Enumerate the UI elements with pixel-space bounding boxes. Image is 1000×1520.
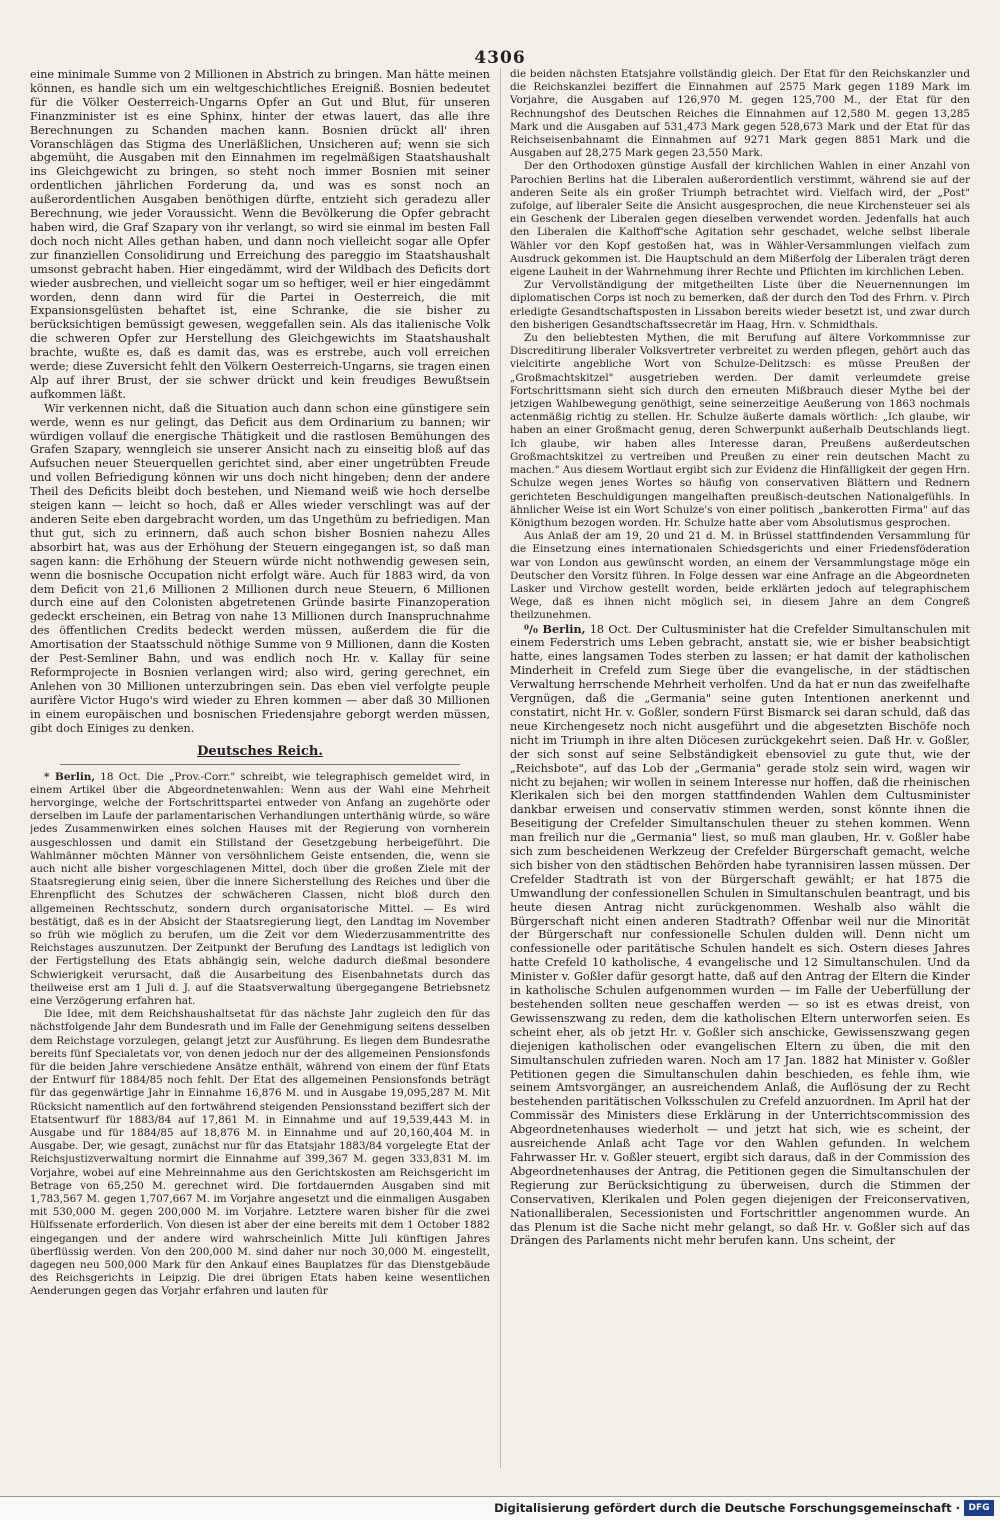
article-paragraph: Zu den beliebtesten Mythen, die mit Berufung auf ältere Vorkommnisse zur Discreditirung liberaler Volksvertreter verbreitet zu werden pflegen, gehört auch das vielcitirte angebliche Wort von Schulze-Delitzsch: es müsse Preußen der „Großmachtskitzel" ausgetrieben werden. Der damit verleumdete greise Fortschrittsmann sieht sich durch den erneuten Mißbrauch dieser Mythe bei der jetzigen Wahlbewegung genöthigt, seine seinerzeitige Aeußerung von 1863 nochmals actenmäßig richtig zu stellen. Hr. Schulze äußerte damals wörtlich: „Ich glaube, wir haben an einer Großmacht genug, deren Schwerpunkt außerhalb Deutschlands liegt. Ich glaube, wir haben alles Interesse daran, Preußens außerdeutschen Großmachtskitzel zu vertreiben und Preußen zu einer rein deutschen Macht zu machen." Aus diesem Wortlaut ergibt sich zur Evidenz die Hinfälligkeit der gegen Hrn. Schulze wegen jenes Wortes so häufig von conservativen Blättern und Rednern gerichteten Beschuldigungen mangelhaften preußisch-deutschen Nationalgefühls. In ähnlicher Weise ist ein Wort Schulze's von einer politisch „bankerotten Firma" auf das Königthum bezogen worden. Hr. Schulze hatte aber vom Absolutismus gesprochen.: [510, 332, 970, 529]
article-columns: [30, 68, 970, 1473]
page-number: 4306: [474, 48, 526, 68]
article-paragraph: Wir verkennen nicht, daß die Situation auch dann schon eine günstigere sein werde, wenn es nur gelingt, das Deficit aus dem Ordinarium zu bannen; wir würdigen vollauf die energische Thätigkeit und die rastlosen Bemühungen des Grafen Szapary, wenngleich sie unserer Ansicht nach zu einseitig bloß auf das Aufsuchen neuer Steuerquellen gerichtet sind, aber einer ungetrübten Freude und vollen Befriedigung können wir uns doch nicht hingeben; denn der andere Theil des Deficits bleibt doch bestehen, und Niemand weiß wie hoch derselbe steigen kann — leicht so hoch, daß er Alles wieder verschlingt was auf der anderen Seite eben dargebracht worden, um das Ungethüm zu befriedigen. Man thut gut, sich zu erinnern, daß auch schon bisher Bosnien nahezu Alles absorbirt hat, was aus der Erhöhung der Steuern eingegangen ist, so daß man sagen kann: die Erhöhung der Steuern würde nicht nothwendig gewesen sein, wenn die bosnische Occupation nicht erfolgt wäre. Auch für 1883 wird, da von dem Deficit von 21,6 Millionen 2 Millionen durch neue Steuern, 6 Millionen durch eine auf den Colonisten abgetretenen Gründe basirte Finanzoperation gedeckt erscheinen, ein Betrag von nahe 13 Millionen durch Inanspruchnahme des öffentlichen Credits bedeckt werden müssen, außerdem die für die Amortisation der Staatsschuld nöthige Summe von 9 Millionen, dann die Kosten der Pest-Semliner Bahn, und was endlich noch Hr. v. Kallay für seine Reformprojecte in Bosnien verlangen wird; also wird, gering gerechnet, ein Anlehen von 30 Millionen unterzubringen sein. Das eben viel verfolgte peuple aurifère Victor Hugo's wird wieder zu Ehren kommen — aber daß 30 Millionen in einem europäischen und bosnischen Friedensjahre geborgt werden müssen, gibt doch Einiges zu denken.: [30, 401, 490, 735]
article-paragraph: Die Idee, mit dem Reichshaushaltsetat für das nächste Jahr zugleich den für das nächstfolgende Jahr dem Bundesrath und im Falle der Genehmigung seitens desselben dem Reichstage vorzulegen, gelangt jetzt zur Ausführung. Es liegen dem Bundesrathe bereits fünf Specialetats vor, von denen jedoch nur der des allgemeinen Pensionsfonds für die beiden Jahre verschiedene Ansätze enthält, während von einem der fünf Etats der Entwurf für 1884/85 noch fehlt. Der Etat des allgemeinen Pensionsfonds beträgt für das gegenwärtige Jahr in Einnahme 16,876 M. und in Ausgabe 19,095,287 M. Mit Rücksicht namentlich auf den fortwährend steigenden Pensionsstand beziffert sich der Etatsentwurf für 1883/84 auf 17,861 M. in Einnahme und auf 19,539,443 M. in Ausgabe und für 1884/85 auf 18,876 M. in Einnahme und auf 20,160,404 M. in Ausgabe. Der, wie gesagt, zunächst nur für das Etatsjahr 1883/84 vorgelegte Etat der Reichsjustizverwaltung normirt die Einnahme auf 399,367 M. gegen 333,831 M. im Vorjahre, wobei auf eine Mehreinnahme aus den Gerichtskosten am Reichsgericht im Betrage von 65,250 M. gerechnet wird. Die fortdauernden Ausgaben sind mit 1,783,567 M. gegen 1,707,667 M. im Vorjahre angesetzt und die einmaligen Ausgaben mit 530,000 M. gegen 200,000 M. im Vorjahre. Letztere waren bisher für die zwei Hülfssenate erforderlich. Von diesen ist aber der eine bereits mit dem 1 October 1882 eingegangen und der andere wird wahrscheinlich Mitte Juli künftigen Jahres überflüssig werden. Von den 200,000 M. sind daher nur noch 30,000 M. eingestellt, dagegen neu 500,000 Mark für den Ankauf eines Bauplatzes für das Dienstgebäude des Reichsgerichts in Leipzig. Die drei übrigen Etats haben keine wesentlichen Aenderungen gegen das Vorjahr erfahren und lauten für: [30, 1008, 490, 1298]
section-divider: [60, 764, 460, 765]
article-paragraph: Aus Anlaß der am 19, 20 und 21 d. M. in Brüssel stattfindenden Versammlung für die Einsetzung eines internationalen Schiedsgerichts und einer Friedensföderation war von London aus gewünscht worden, an einem der Versammlungstage möge ein Deutscher den Vorsitz führen. In Folge dessen war eine Anfrage an die Abgeordneten Lasker und Virchow gestellt worden, beide erklärten jedoch auf telegraphischem Wege, daß es ihnen nicht möglich sei, in diesem Jahre an dem Congreß theilzunehmen.: [510, 530, 970, 622]
dateline: * Berlin,: [44, 770, 95, 783]
article-paragraph: Der den Orthodoxen günstige Ausfall der kirchlichen Wahlen in einer Anzahl von Parochien Berlins hat die Liberalen außerordentlich verstimmt, während sie auf der anderen Seite als ein großer Triumph betrachtet wird. Vielfach wird, der „Post" zufolge, auf liberaler Seite die Ansicht ausgesprochen, die neue Kirchensteuer sei als ein Geschenk der Liberalen gegen dieselben verwendet worden. Jedenfalls hat auch den Liberalen die Kalthoff'sche Agitation sehr geschadet, welche selbst liberale Wähler vor den Kopf gestoßen hat, was in Wähler-Versammlungen vielfach zum Ausdruck gekommen ist. Die Hauptschuld an dem Mißerfolg der Liberalen trägt deren eigene Lauheit in der Wahrnehmung ihrer Rechte und Pflichten im kirchlichen Leben.: [510, 160, 970, 279]
dateline: ⁰/₀ Berlin,: [524, 621, 586, 636]
article-paragraph: ⁰/₀ Berlin, 18 Oct. Der Cultusminister hat die Crefelder Simultanschulen mit einem Federstrich ums Leben gebracht, anstatt sie, wie er bisher beabsichtigt hatte, eines langsamen Todes sterben zu lassen; er hat damit der katholischen Minderheit in Crefeld zum Siege über die evangelische, in der städtischen Verwaltung herrschende Mehrheit verholfen. Und da hat er nun das zweifelhafte Vergnügen, daß die „Germania" seine guten Intentionen anerkennt und constatirt, nicht Hr. v. Goßler, sondern Fürst Bismarck sei daran schuld, daß das neue Kirchengesetz noch nicht ausgeführt und die abgesetzten Bischöfe noch nicht im Triumph in ihre alten Diöcesen zurückgekehrt seien. Daß Hr. v. Goßler, der sich sonst auf seine Selbständigkeit ebensoviel zu gute thut, wie der „Reichsbote", auf das Lob der „Germania" gerade stolz sein wird, wagen wir nicht zu bejahen; wir wollen in seinem Interesse nur hoffen, daß die rheinischen Klerikalen sich bei den morgen stattfindenden Wahlen dem Cultusminister dankbar erweisen und conservativ stimmen werden, sonst könnte ihnen die Beseitigung der Crefelder Simultanschulen theuer zu stehen kommen. Wenn man freilich nur die „Germania" liest, so muß man glauben, Hr. v. Goßler habe sich zum bescheidenen Werkzeug der Crefelder Bürgerschaft gemacht, welche sich bisher von den städtischen Behörden habe tyrannisiren lassen müssen. Der Crefelder Stadtrath ist von der Bürgerschaft gewählt; er hat 1875 die Umwandlung der confessionellen Schulen in Simultanschulen beantragt, und bis heute diesen Antrag nicht zurückgenommen. Weshalb also wählt die Bürgerschaft nicht einen anderen Stadtrath? Offenbar weil nur die Minorität der Bürgerschaft nur confessionelle Schulen dulden will. Denn nicht um confessionelle oder paritätische Schulen handelt es sich. Ostern dieses Jahres hatte Crefeld 10 katholische, 4 evangelische und 12 Simultanschulen. Und da Minister v. Goßler dafür gesorgt hatte, daß auf den Antrag der Eltern die Kinder in katholische Schulen aufgenommen wurden — im Falle der Ueberfüllung der bestehenden sollten neue geschaffen werden — so ist es etwas dreist, von Gewissenszwang zu reden, dem die katholischen Eltern unterworfen seien. Es scheint eher, als ob jetzt Hr. v. Goßler sich anschicke, Gewissenszwang gegen diejenigen katholischen oder evangelischen Eltern zu üben, die mit den Simultanschulen zufrieden waren. Noch am 17 Jan. 1882 hat Minister v. Goßler Petitionen gegen die Simultanschulen dahin beschieden, es fehle ihm, wie seinem Amtsvorgänger, an ausreichendem Anlaß, die Auflösung der zu Recht bestehenden paritätischen Volksschulen zu Crefeld anzuordnen. Im April hat der Commissär des Ministers diese Erklärung in der Unterrichtscommission des Abgeordnetenhauses wiederholt — und jetzt hat sich, wie es scheint, der ausreichende Anlaß acht Tage vor den Wahlen gefunden. In welchem Fahrwasser Hr. v. Goßler steuert, ergibt sich daraus, daß in der Commission des Abgeordnetenhauses der Antrag, die Petitionen gegen die Simultanschulen der Regierung zur Berücksichtigung zu überweisen, durch die Stimmen der Conservativen, Klerikalen und Polen gegen diejenigen der Freiconservativen, Nationalliberalen, Secessionisten und Fortschrittler angenommen wurde. An das Plenum ist die Sache nicht mehr gelangt, so daß Hr. v. Goßler sich auf das Drängen des Parlaments nicht mehr berufen kann. Uns scheint, der: [510, 621, 970, 1248]
right-column: [510, 68, 970, 1473]
article-paragraph: eine minimale Summe von 2 Millionen in Abstrich zu bringen. Man hätte meinen können, es handle sich um ein weltgeschichtliches Ereigniß. Bosnien bedeutet für die Völker Oesterreich-Ungarns Opfer an Gut und Blut, für unseren Finanzminister ist es eine Sphinx, hinter der etwas lauert, das alle ihre Berechnungen zu Schanden machen kann. Bosnien drückt all' ihren Voranschlägen das Stigma des Unerläßlichen, Unsicheren auf; wenn sie sich abgemüht, die Ausgaben mit den Einnahmen im regelmäßigen Staatshaushalt ins Gleichgewicht zu bringen, so steht noch immer Bosnien mit seiner ordentlichen jährlichen Forderung da, und was es sonst noch an außerordentlichen Ausgaben benöthigen dürfte, entzieht sich geradezu aller Berechnung, wie jeder Voraussicht. Wenn die Bevölkerung die Opfer gebracht haben wird, die Graf Szapary von ihr verlangt, so wird sie einmal im besten Fall doch noch nicht Alles gethan haben, und dann noch vielleicht sogar alle Opfer zur finanziellen Consolidirung und Erreichung des pareggio im Staatshaushalt umsonst gebracht haben. Hier eingedämmt, wird der Wildbach des Deficits dort wieder ausbrechen, und vielleicht sogar um so heftiger, weil er hier eingedämmt worden, denn dann wird für die Partei in Oesterreich, die mit Expansionsgelüsten behaftet ist, eine Schranke, die sie bisher zu berücksichtigen bemüssigt gewesen, weggefallen sein. Als das italienische Volk die schweren Opfer zur Herstellung des Gleichgewichts im Staatshaushalt brachte, wußte es, daß es damit das, was es erstrebe, auch voll erreichen werde; diese Zuversicht fehlt den Völkern Oesterreich-Ungarns, sie tragen einen Alp auf ihrer Brust, der sie schwer drückt und kein freudiges Bewußtsein aufkommen läßt.: [30, 68, 490, 401]
article-paragraph: Zur Vervollständigung der mitgetheilten Liste über die Neuernennungen im diplomatischen Corps ist noch zu bemerken, daß der durch den Tod des Frhrn. v. Pirch erledigte Gesandtschaftsposten in Lissabon bereits wieder besetzt ist, und zwar durch den bisherigen Gesandtschaftssecretär im Haag, Hrn. v. Schmidthals.: [510, 279, 970, 331]
funding-notice: Digitalisierung gefördert durch die Deutsche Forschungsgemeinschaft ·: [494, 1501, 960, 1515]
article-paragraph: * Berlin, 18 Oct. Die „Prov.-Corr." schreibt, wie telegraphisch gemeldet wird, in einem Artikel über die Abgeordnetenwahlen: Wenn aus der Wahl eine Mehrheit hervorginge, welche der Fortschrittspartei entweder von Anfang an zugehörte oder derselben im Laufe der parlamentarischen Verhandlungen unterthänig würde, so wäre jedes Zusammenwirken eines solchen Hauses mit der Regierung von vornherein ausgeschlossen und damit ein Stillstand der Gesetzgebung herbeigeführt. Die Wahlmänner möchten Männer von versöhnlichem Geiste entsenden, die, wenn sie auch nicht alle bisher vorgeschlagenen Mittel, doch über die großen Ziele mit der Staatsregierung einig seien, über die innere Sicherstellung des Reiches und über die Ehrenpflicht des Schutzes der schwächeren Classen, nicht bloß durch den allgemeinen Rechtsschutz, sondern durch organisatorische Mittel. — Es wird bestätigt, daß es in der Absicht der Staatsregierung liegt, den Landtag im November so früh wie möglich zu berufen, um die Zeit vor dem Wiederzusammentritte des Reichstages auszunutzen. Der Zeitpunkt der Berufung des Landtags ist lediglich von der Fertigstellung des Etats abhängig sein, welche dadurch dießmal besondere Schwierigkeit verursacht, daß die Ausarbeitung des Eisenbahnetats durch das theilweise erst am 1 Juli d. J. auf die Staatsverwaltung übergegangene Betriebsnetz eine Verzögerung erfahren hat.: [30, 770, 490, 1007]
column-divider: [500, 68, 501, 1468]
section-heading: Deutsches Reich.: [197, 743, 323, 759]
footer-bar: [0, 1496, 1000, 1520]
dfg-logo: DFG: [964, 1500, 994, 1516]
left-column: [30, 68, 490, 1473]
article-paragraph: die beiden nächsten Etatsjahre vollständig gleich. Der Etat für den Reichskanzler und die Reichskanzlei beziffert die Einnahmen auf 2575 Mark gegen 1189 Mark im Vorjahre, die Ausgaben auf 126,970 M. gegen 125,700 M., der Etat für den Rechnungshof des Deutschen Reiches die Einnahmen auf 12,580 M. gegen 13,285 Mark und die Ausgaben auf 531,473 Mark gegen 528,673 Mark und der Etat für das Reichseisenbahnamt die Einnahmen auf 9271 Mark gegen 8851 Mark und die Ausgaben auf 28,275 Mark gegen 23,550 Mark.: [510, 68, 970, 160]
